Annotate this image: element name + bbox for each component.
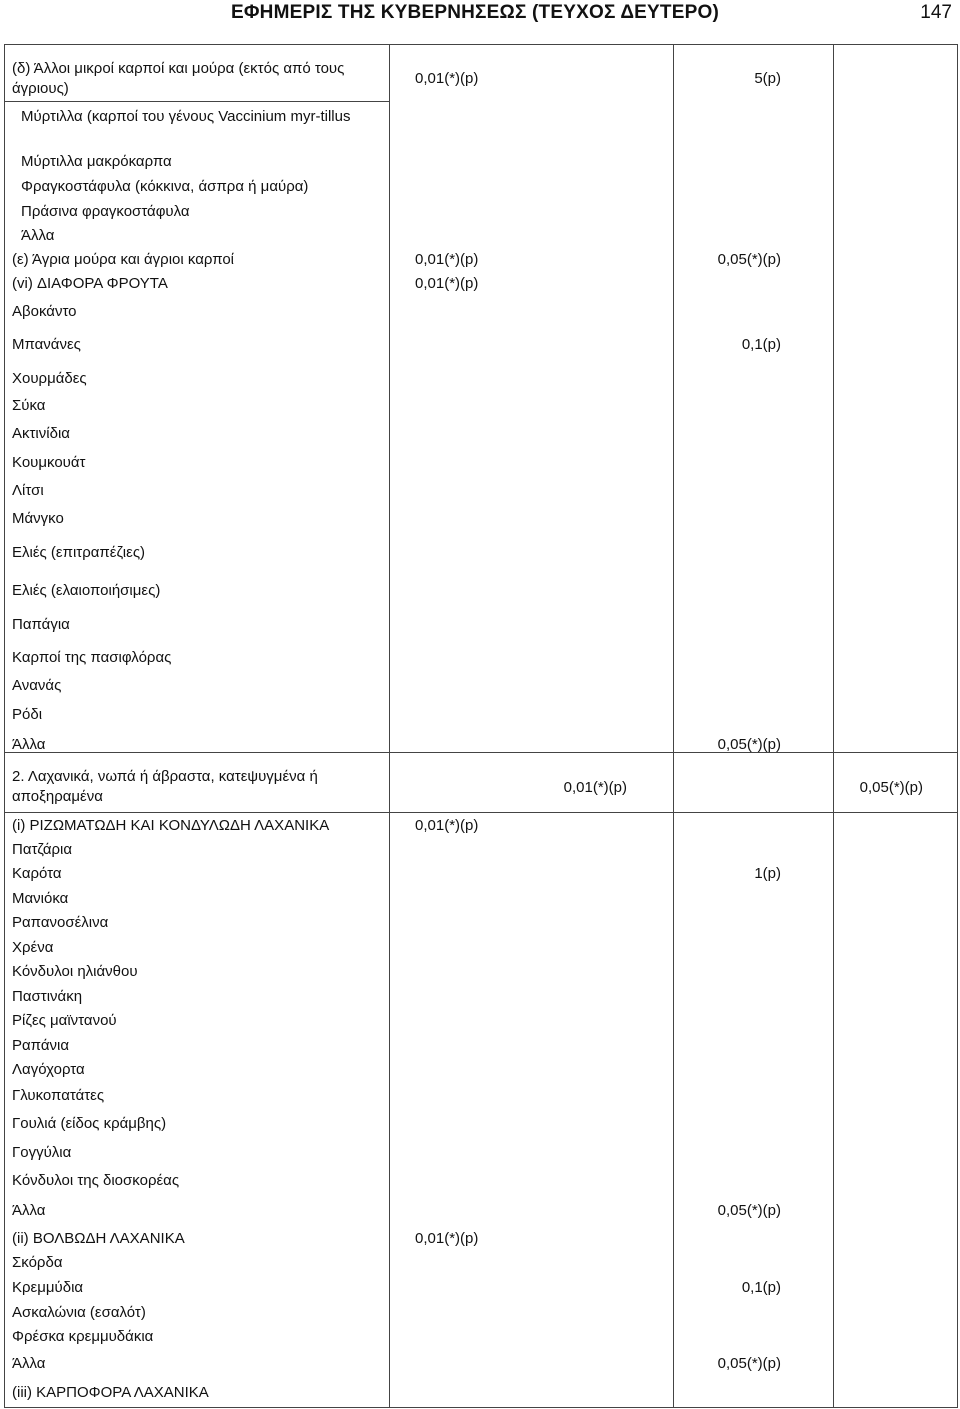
product-cell: Ελιές (επιτραπέζιες) [12,544,146,561]
product-cell: Φραγκοστάφυλα (κόκκινα, άσπρα ή μαύρα) [21,178,309,195]
mrl-cell: 0,05(*)(p) [717,1202,781,1219]
product-cell: (iii) ΚΑΡΠΟΦΟΡΑ ΛΑΧΑΝΙΚΑ [12,1384,209,1401]
product-cell: Ασκαλώνια (εσαλότ) [12,1304,146,1321]
product-cell: Μάνγκο [12,510,64,527]
product-cell: Γλυκοπατάτες [12,1087,105,1104]
product-cell: Χρένα [12,939,54,956]
mrl-cell: 0,01(*)(p) [415,251,479,268]
row-divider [5,101,389,102]
row-divider [5,812,957,813]
product-cell: Καρότα [12,865,62,882]
product-cell: 2. Λαχανικά, νωπά ή άβραστα, κατεψυγμένα ή αποξηραμένα [12,768,318,805]
mrl-cell: 5(p) [754,70,781,87]
product-cell: Λαγόχορτα [12,1061,85,1078]
mrl-cell: 0,01(*)(p) [415,1230,479,1247]
product-cell: Αβοκάντο [12,303,77,320]
product-cell: Κουμκουάτ [12,454,86,471]
product-cell: Μύρτιλλα (καρποί του γένους Vaccinium myr-tillus [21,108,351,125]
product-cell: Άλλα [21,227,55,244]
product-cell: Άλλα [12,1355,46,1372]
product-cell: (ii) ΒΟΛΒΩΔΗ ΛΑΧΑΝΙΚΑ [12,1230,185,1247]
product-cell: Μπανάνες [12,336,81,353]
product-cell: Πατζάρια [12,841,73,858]
column-divider [673,45,674,1407]
mrl-cell: 0,01(*)(p) [415,275,479,292]
mrl-cell: 0,1(p) [741,1279,781,1296]
product-cell: Σύκα [12,397,46,414]
mrl-cell: 1(p) [754,865,781,882]
mrl-cell: 0,05(*)(p) [717,251,781,268]
product-cell: Ρίζες μαϊντανού [12,1012,117,1029]
product-cell: Άλλα [12,736,46,753]
product-cell: Καρποί της πασιφλόρας [12,649,172,666]
mrl-cell: 0,05(*)(p) [859,779,923,796]
product-cell: Ελιές (ελαιοποιήσιμες) [12,582,161,599]
product-cell: Ρόδι [12,706,43,723]
product-cell: Χουρμάδες [12,370,87,387]
product-cell: Μανιόκα [12,890,69,907]
mrl-cell: 0,05(*)(p) [717,736,781,753]
product-cell: Άλλα [12,1202,46,1219]
product-cell: (ε) Άγρια μούρα και άγριοι καρποί [12,251,235,268]
mrl-cell: 0,01(*)(p) [415,70,479,87]
residue-limits-table [4,44,958,1408]
mrl-cell: 0,1(p) [741,336,781,353]
product-cell: (vi) ΔΙΑΦΟΡΑ ΦΡΟΥΤΑ [12,275,168,292]
product-cell: Κόνδυλοι της διοσκορέας [12,1172,180,1189]
product-cell: Ραπάνια [12,1037,69,1054]
product-cell: Λίτσι [12,482,44,499]
product-cell: Κόνδυλοι ηλιάνθου [12,963,138,980]
product-cell: Μύρτιλλα μακρόκαρπα [21,153,172,170]
column-divider [389,45,390,1407]
product-cell: Ακτινίδια [12,425,70,442]
page-number: 147 [920,2,952,23]
mrl-cell: 0,01(*)(p) [563,779,627,796]
column-divider [833,45,834,1407]
product-cell: Πράσινα φραγκοστάφυλα [21,203,190,220]
product-cell: Ανανάς [12,677,62,694]
product-cell: Φρέσκα κρεμμυδάκια [12,1328,154,1345]
product-cell: (i) ΡΙΖΩΜΑΤΩΔΗ ΚΑΙ ΚΟΝΔΥΛΩΔΗ ΛΑΧΑΝΙΚΑ [12,817,330,834]
mrl-cell: 0,05(*)(p) [717,1355,781,1372]
page-header [0,0,960,30]
product-cell: Παπάγια [12,616,70,633]
product-cell: Παστινάκη [12,988,83,1005]
product-cell: Ραπανοσέλινα [12,914,109,931]
mrl-cell: 0,01(*)(p) [415,817,479,834]
product-cell: Γουλιά (είδος κράμβης) [12,1115,167,1132]
gazette-title: ΕΦΗΜΕΡΙΣ ΤΗΣ ΚΥΒΕΡΝΗΣΕΩΣ (ΤΕΥΧΟΣ ΔΕΥΤΕΡΟ) [231,2,719,23]
product-cell: (δ) Άλλοι μικροί καρποί και μούρα (εκτός από τους άγριους) [12,60,345,97]
product-cell: Γογγύλια [12,1144,72,1161]
product-cell: Κρεμμύδια [12,1279,84,1296]
product-cell: Σκόρδα [12,1254,63,1271]
